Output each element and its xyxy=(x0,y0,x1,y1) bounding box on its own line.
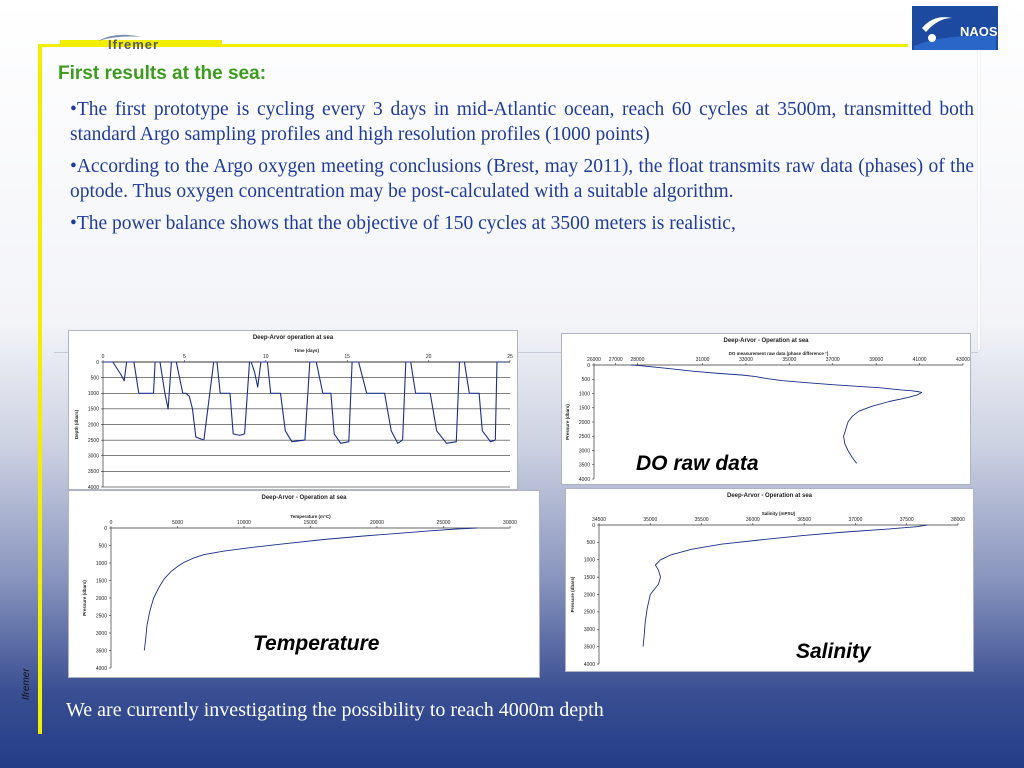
y-tick-label: 2500 xyxy=(578,434,590,441)
y-tick-label: 2000 xyxy=(95,595,107,602)
y-tick-label: 1000 xyxy=(95,560,107,567)
x-axis-label: Salinity (mPSU) xyxy=(761,511,796,516)
x-tick-label: 35500 xyxy=(694,517,709,523)
y-tick-label: 3000 xyxy=(583,627,595,634)
series-line xyxy=(631,365,922,463)
chart-title: Deep-Arvor - Operation at sea xyxy=(723,338,809,344)
y-tick-label: 2000 xyxy=(87,422,99,429)
ifremer-logo: Ifremer xyxy=(108,37,160,52)
chart-salinity xyxy=(565,488,974,672)
side-label: Ifremer xyxy=(21,668,32,700)
y-tick-label: 1000 xyxy=(87,391,99,398)
naos-logo xyxy=(912,6,998,50)
x-axis-label: Time (days) xyxy=(294,348,319,353)
x-tick-label: 0 xyxy=(101,354,105,360)
x-tick-label: 26000 xyxy=(587,357,601,363)
x-tick-label: 35000 xyxy=(643,517,658,523)
y-tick-label: 3000 xyxy=(578,448,590,455)
chart-caption-do: DO raw data xyxy=(636,452,759,475)
x-tick-label: 15000 xyxy=(303,520,318,526)
y-tick-label: 1500 xyxy=(578,405,590,412)
y-tick-label: 500 xyxy=(581,377,590,384)
y-tick-label: 4000 xyxy=(95,665,107,672)
y-tick-label: 500 xyxy=(98,543,107,550)
x-tick-label: 0 xyxy=(109,520,113,526)
x-tick-label: 37500 xyxy=(899,517,914,523)
x-tick-label: 10000 xyxy=(237,520,251,526)
y-tick-label: 0 xyxy=(592,522,595,529)
chart-depth-time xyxy=(68,330,518,490)
y-tick-label: 2000 xyxy=(583,592,595,599)
x-tick-label: 31000 xyxy=(695,357,710,363)
x-tick-label: 28000 xyxy=(630,357,645,363)
x-tick-label: 36500 xyxy=(797,517,812,523)
x-tick-label: 10 xyxy=(263,354,269,360)
x-tick-label: 38000 xyxy=(951,517,965,523)
y-tick-label: 0 xyxy=(587,362,590,369)
x-tick-label: 34500 xyxy=(592,517,606,523)
y-tick-label: 3500 xyxy=(87,469,99,476)
chart-caption-salinity: Salinity xyxy=(796,640,871,663)
x-tick-label: 25 xyxy=(507,354,513,360)
y-tick-label: 3500 xyxy=(95,648,107,655)
y-tick-label: 2500 xyxy=(95,613,107,620)
chart-do-raw xyxy=(561,333,971,485)
x-tick-label: 15 xyxy=(344,354,350,360)
bullet-item: •The first prototype is cycling every 3 days in mid-Atlantic ocean, reach 60 cycles at 3500m, transmitted both standard Argo sampling profiles and high resolution profiles (1000 points) xyxy=(70,99,974,145)
y-tick-label: 1000 xyxy=(578,391,590,398)
y-tick-label: 1500 xyxy=(87,406,99,413)
y-tick-label: 3500 xyxy=(583,644,595,651)
y-tick-label: 3000 xyxy=(95,630,107,637)
x-tick-label: 5000 xyxy=(171,520,184,526)
chart-caption-temperature: Temperature xyxy=(253,632,380,655)
y-tick-label: 500 xyxy=(586,540,595,547)
y-axis-label: Depth (dbars) xyxy=(74,409,79,440)
y-tick-label: 1500 xyxy=(95,578,107,585)
x-tick-label: 33000 xyxy=(738,357,753,363)
y-tick-label: 4000 xyxy=(578,476,590,483)
y-tick-label: 1500 xyxy=(583,574,595,581)
y-tick-label: 1000 xyxy=(583,557,595,564)
x-axis-label: Temperature (m°C) xyxy=(290,514,331,519)
x-tick-label: 41000 xyxy=(912,357,927,363)
x-tick-label: 39000 xyxy=(869,357,884,363)
y-tick-label: 2000 xyxy=(578,419,590,426)
y-tick-label: 0 xyxy=(104,525,107,532)
x-tick-label: 25000 xyxy=(436,520,451,526)
series-line xyxy=(643,525,927,647)
x-tick-label: 37000 xyxy=(825,357,840,363)
x-tick-label: 30000 xyxy=(503,520,517,526)
accent-bar-left xyxy=(38,44,42,734)
x-tick-label: 35000 xyxy=(782,357,797,363)
series-line xyxy=(103,362,506,443)
x-tick-label: 43000 xyxy=(956,357,970,363)
x-tick-label: 20000 xyxy=(370,520,384,526)
x-tick-label: 36000 xyxy=(745,517,760,523)
bullet-list xyxy=(70,98,974,245)
chart-title: Deep-Arvor - Operation at sea xyxy=(261,495,347,501)
y-tick-label: 500 xyxy=(90,375,99,382)
divider-right xyxy=(978,50,980,350)
bullet-item: •According to the Argo oxygen meeting conclusions (Brest, may 2011), the float transmits raw data (phases) of the optode. Thus oxygen concentration may be post-calculated with a suitable algorithm. xyxy=(70,156,974,202)
slide-title: First results at the sea: xyxy=(58,63,267,84)
chart-title: Deep-Arvor operation at sea xyxy=(252,335,334,341)
y-tick-label: 4000 xyxy=(583,661,595,668)
y-axis-label: Pressure (dbars) xyxy=(82,580,87,616)
x-tick-label: 20 xyxy=(425,354,432,360)
y-axis-label: Pressure (dbars) xyxy=(565,404,570,440)
x-tick-label: 37000 xyxy=(848,517,863,523)
y-tick-label: 3000 xyxy=(87,453,99,460)
y-tick-label: 4000 xyxy=(87,484,99,489)
y-tick-label: 3500 xyxy=(578,462,590,469)
naos-logo-text: NAOS xyxy=(960,24,998,39)
y-axis-label: Pressure (dbars) xyxy=(570,576,575,613)
x-tick-label: 5 xyxy=(183,354,186,360)
bullet-item: •The power balance shows that the objective of 150 cycles at 3500 meters is realistic, xyxy=(70,213,736,234)
x-axis-label: DO measurement raw data (phase difference °) xyxy=(728,351,829,356)
y-tick-label: 0 xyxy=(96,359,99,366)
y-tick-label: 2500 xyxy=(583,609,595,616)
chart-title: Deep-Arvor - Operation at sea xyxy=(726,493,813,499)
y-tick-label: 2500 xyxy=(87,437,99,444)
x-tick-label: 27000 xyxy=(608,357,623,363)
footer-text: We are currently investigating the possibility to reach 4000m depth xyxy=(66,699,604,721)
